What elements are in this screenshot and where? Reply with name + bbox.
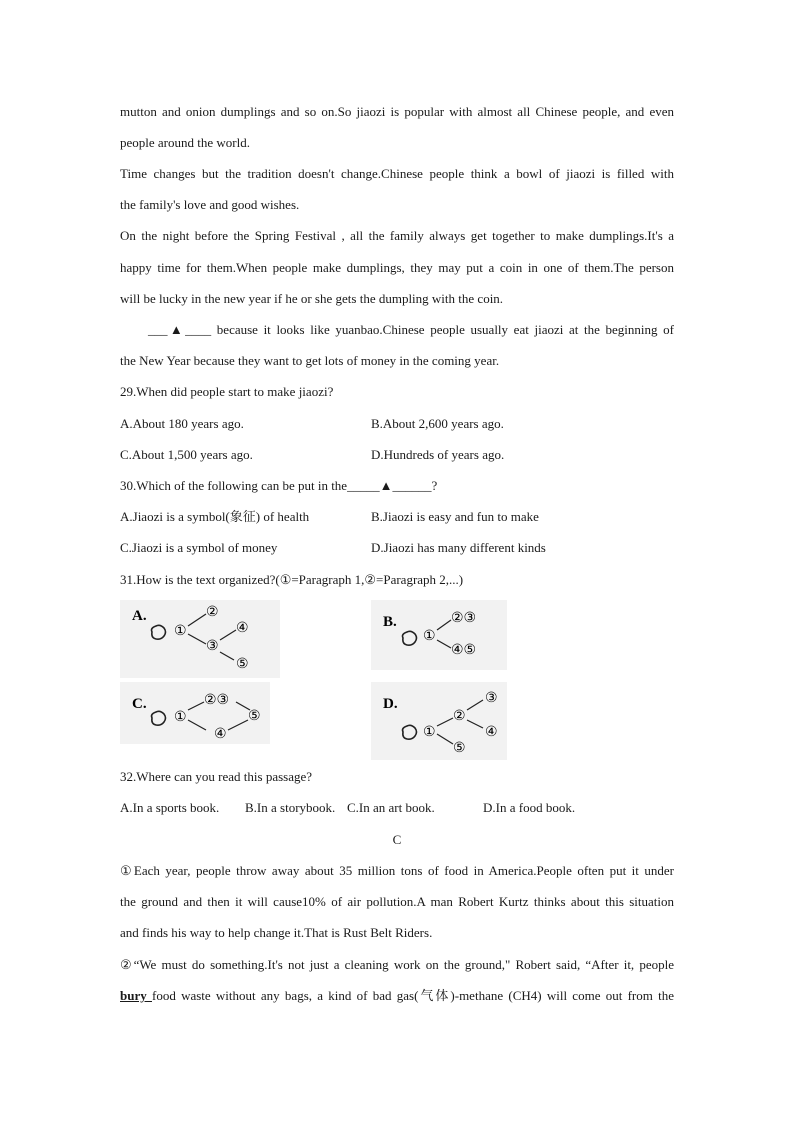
node-group-bottom: ④⑤	[451, 643, 477, 658]
question-32-stem: 32.Where can you read this passage?	[120, 769, 313, 784]
q29-option-a: A.About 180 years ago.	[120, 416, 244, 431]
branch-line	[188, 634, 206, 644]
q31-diagram-c	[120, 682, 270, 744]
q30-option-c: C.Jiaozi is a symbol of money	[120, 540, 278, 555]
q32-option-b: B.In a storybook.	[245, 800, 336, 815]
node-1: ①	[423, 629, 436, 644]
section-heading: C	[392, 832, 402, 847]
tree-diagram	[120, 682, 270, 744]
question-30-stem	[120, 478, 674, 494]
diagram-letter: C.	[132, 696, 147, 712]
node-5: ⑤	[236, 657, 249, 672]
branch-line	[188, 702, 204, 710]
branch-line	[437, 718, 453, 726]
branch-line	[220, 630, 236, 640]
dumpling-icon	[152, 625, 166, 639]
q32-option-a: A.In a sports book.	[120, 800, 220, 815]
node-4: ④	[485, 725, 498, 740]
branch-line	[228, 720, 248, 730]
passage-line-text: because it looks like yuanbao.Chinese people usually eat jiaozi at the beginning of	[211, 322, 674, 337]
branch-line	[437, 640, 451, 648]
passage-blank-line	[148, 322, 674, 338]
passage-line: happy time for them.When people make dumplings, they may put a coin in one of them.The person	[120, 260, 674, 275]
q30-option-a: A.Jiaozi is a symbol(象征) of health	[120, 509, 310, 524]
node-3: ③	[206, 639, 219, 654]
passage-line: the New Year because they want to get lots of money in the coming year.	[120, 353, 500, 368]
q32-option-d: D.In a food book.	[483, 800, 576, 815]
node-4: ④	[214, 727, 227, 742]
q29-option-c: C.About 1,500 years ago.	[120, 447, 253, 462]
dumpling-icon	[403, 631, 417, 645]
diagram-letter: B.	[383, 614, 397, 630]
passage-line	[120, 988, 674, 1004]
answer-blank: ___▲____	[148, 322, 212, 337]
q30-stem-text: 30.Which of the following can be put in the	[120, 478, 348, 493]
answer-blank: _____▲______	[347, 478, 432, 493]
passage-line: and finds his way to help change it.That is Rust Belt Riders.	[120, 925, 433, 940]
passage-line: mutton and onion dumplings and so on.So jiaozi is popular with almost all Chinese people, and even	[120, 104, 674, 119]
node-group-top: ②③	[204, 693, 230, 708]
passage-line: On the night before the Spring Festival , all the family always get together to make dumplings.It's a	[120, 228, 674, 243]
tree-diagram	[371, 682, 507, 760]
q29-option-d: D.Hundreds of years ago.	[371, 447, 505, 462]
node-3: ③	[485, 691, 498, 706]
dumpling-icon	[152, 711, 166, 725]
branch-line	[188, 614, 206, 626]
tree-diagram	[371, 600, 507, 670]
passage-line-text: food waste without any bags, a kind of bad gas(气体)-methane (CH4) will come out from the	[151, 988, 674, 1003]
q30-option-d: D.Jiaozi has many different kinds	[371, 540, 546, 555]
branch-line	[437, 734, 453, 744]
tree-diagram	[120, 600, 280, 678]
q29-option-b: B.About 2,600 years ago.	[371, 416, 504, 431]
branch-line	[467, 720, 483, 728]
branch-line	[220, 652, 234, 660]
branch-line	[188, 720, 206, 730]
branch-line	[467, 700, 483, 710]
node-2: ②	[206, 605, 219, 620]
diagram-letter: A.	[132, 608, 147, 624]
dumpling-icon	[403, 725, 417, 739]
diagram-letter: D.	[383, 696, 398, 712]
passage-line: ①Each year, people throw away about 35 million tons of food in America.People often put it under	[120, 863, 674, 878]
keyword-bury: bury	[120, 988, 152, 1003]
q31-diagram-b	[371, 600, 507, 670]
question-29-stem: 29.When did people start to make jiaozi?	[120, 384, 334, 399]
node-1: ①	[174, 710, 187, 725]
q32-option-c: C.In an art book.	[347, 800, 435, 815]
passage-line: will be lucky in the new year if he or she gets the dumpling with the coin.	[120, 291, 504, 306]
node-2: ②	[453, 709, 466, 724]
node-4: ④	[236, 621, 249, 636]
q30-stem-end: ?	[431, 478, 438, 493]
passage-line: the family's love and good wishes.	[120, 197, 300, 212]
node-1: ①	[174, 624, 187, 639]
node-group-top: ②③	[451, 611, 477, 626]
passage-line: ②“We must do something.It's not just a cleaning work on the ground," Robert said, “After it, people	[120, 957, 674, 972]
q31-diagram-a	[120, 600, 280, 678]
node-5: ⑤	[248, 709, 261, 724]
node-5: ⑤	[453, 741, 466, 756]
branch-line	[437, 620, 451, 630]
q31-diagram-d	[371, 682, 507, 760]
passage-line: the ground and then it will cause10% of air pollution.A man Robert Kurtz thinks about this situation	[120, 894, 674, 909]
question-31-stem: 31.How is the text organized?(①=Paragraph 1,②=Paragraph 2,...)	[120, 572, 464, 587]
passage-line: Time changes but the tradition doesn't change.Chinese people think a bowl of jiaozi is filled with	[120, 166, 674, 181]
q30-option-b: B.Jiaozi is easy and fun to make	[371, 509, 539, 524]
passage-line: people around the world.	[120, 135, 250, 150]
node-1: ①	[423, 725, 436, 740]
